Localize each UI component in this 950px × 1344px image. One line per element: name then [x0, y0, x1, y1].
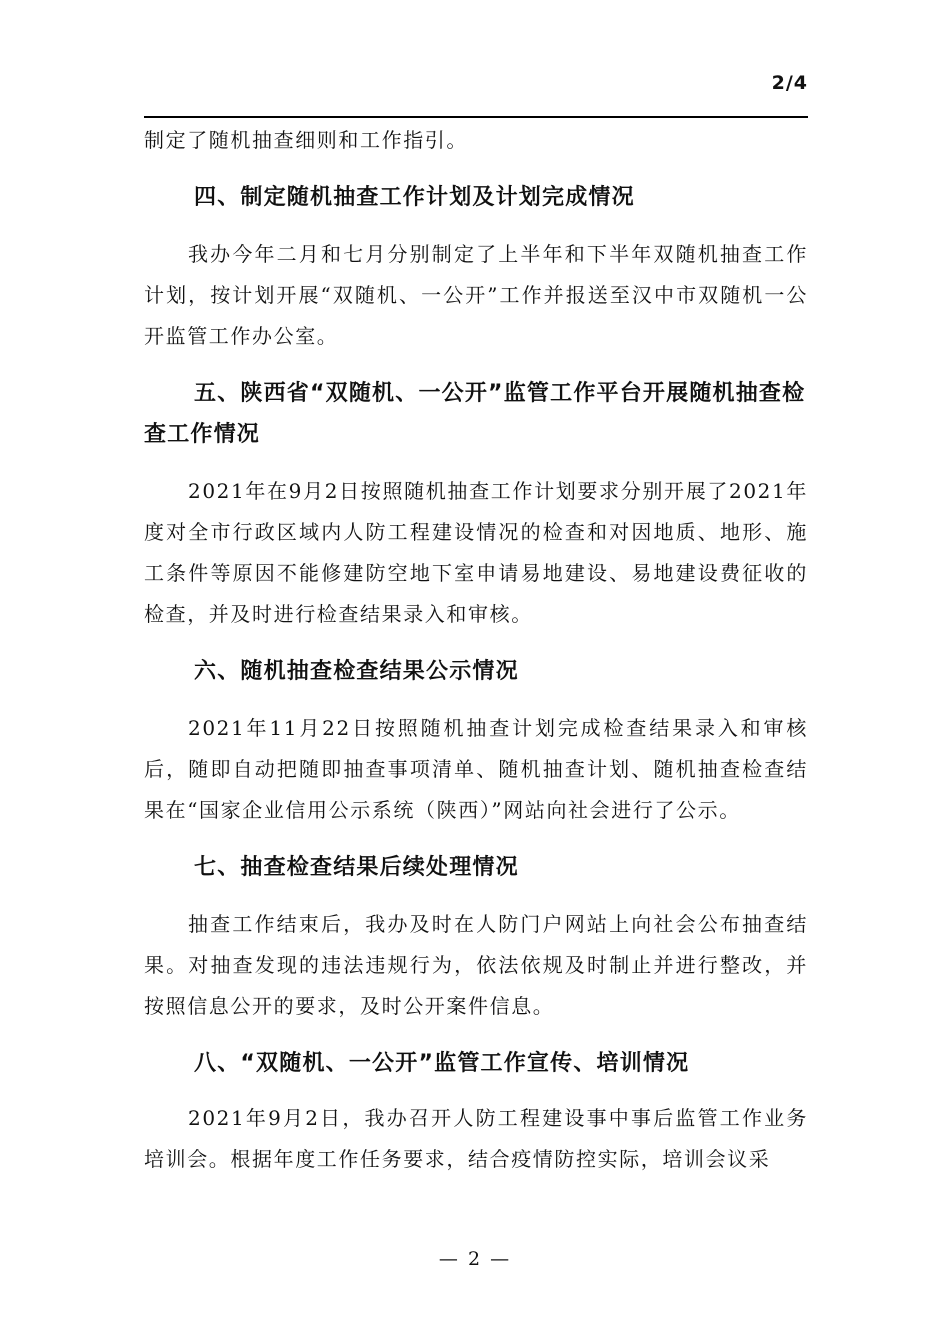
continued-paragraph: 制定了随机抽查细则和工作指引。 [144, 128, 468, 152]
section-heading-7: 七、抽查检查结果后续处理情况 [194, 855, 519, 880]
section-paragraph-4: 我办今年二月和七月分别制定了上半年和下半年双随机抽查工作计划，按计划开展“双随机、一公开”工作并报送至汉中市双随机一公开监管工作办公室。 [144, 242, 808, 348]
section-heading-8: 八、“双随机、一公开”监管工作宣传、培训情况 [194, 1051, 690, 1076]
document-body [144, 118, 808, 1180]
section-paragraph-8: 2021年9月2日，我办召开人防工程建设事中事后监管工作业务培训会。根据年度工作任务要求，结合疫情防控实际，培训会议采 [144, 1106, 808, 1171]
section-paragraph-5: 2021年在9月2日按照随机抽查工作计划要求分别开展了2021年度对全市行政区域内人防工程建设情况的检查和对因地质、地形、施工条件等原因不能修建防空地下室申请易地建设、易地建设费征收的检查，并及时进行检查结果录入和审核。 [144, 479, 808, 626]
section-heading-5: 五、陕西省“双随机、一公开”监管工作平台开展随机抽查检查工作情况 [144, 381, 806, 447]
page-counter: 2/4 [771, 72, 808, 94]
section-heading-6: 六、随机抽查检查结果公示情况 [194, 659, 519, 684]
section-heading-4: 四、制定随机抽查工作计划及计划完成情况 [194, 185, 635, 210]
section-paragraph-7: 抽查工作结束后，我办及时在人防门户网站上向社会公布抽查结果。对抽查发现的违法违规行为，依法依规及时制止并进行整改，并按照信息公开的要求，及时公开案件信息。 [144, 912, 808, 1018]
section-paragraph-6: 2021年11月22日按照随机抽查计划完成检查结果录入和审核后，随即自动把随即抽查事项清单、随机抽查计划、随机抽查检查结果在“国家企业信用公示系统（陕西）”网站向社会进行了公示。 [144, 716, 808, 822]
page-number-footer: — 2 — [438, 1248, 512, 1270]
page-header [144, 68, 808, 118]
